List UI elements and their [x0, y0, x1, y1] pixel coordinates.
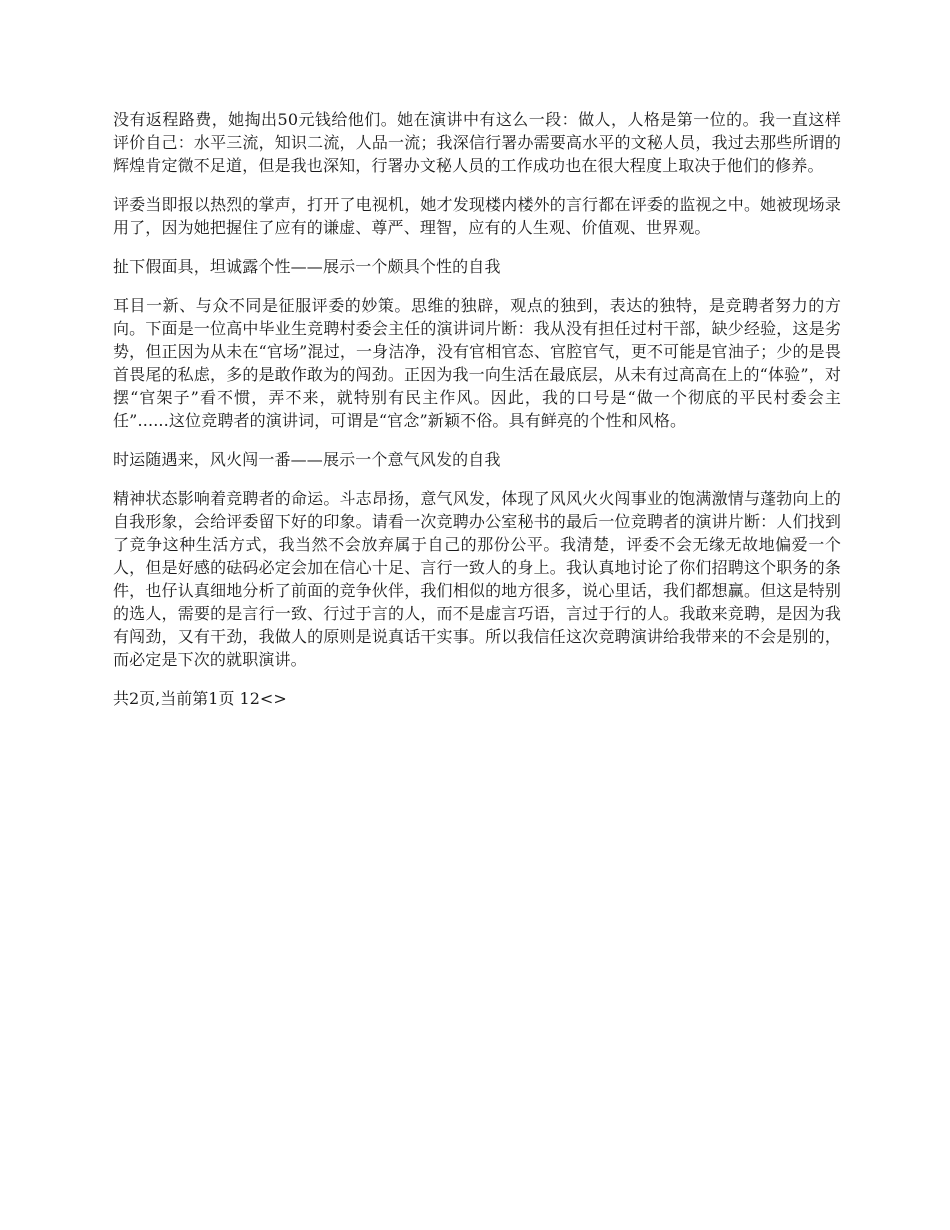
- page-link-2[interactable]: 2: [249, 689, 260, 708]
- next-page-link[interactable]: >: [273, 689, 287, 708]
- pagination: [113, 687, 841, 710]
- paragraph: 评委当即报以热烈的掌声，打开了电视机，她才发现楼内楼外的言行都在评委的监视之中。她被现场录用了，因为她把握住了应有的谦虚、尊严、理智，应有的人生观、价值观、世界观。: [113, 195, 841, 237]
- paragraph: 没有返程路费，她掏出50元钱给他们。她在演讲中有这么一段：做人，人格是第一位的。我一直这样评价自己：水平三流，知识二流，人品一流；我深信行署办需要高水平的文秘人员，我过去那些所谓的辉煌肯定微不足道，但是我也深知，行署办文秘人员的工作成功也在很大程度上取决于他们的修养。: [113, 110, 841, 175]
- document-page: [113, 108, 841, 710]
- paragraph: 精神状态影响着竞聘者的命运。斗志昂扬，意气风发，体现了风风火火闯事业的饱满激情与蓬勃向上的自我形象，会给评委留下好的印象。请看一次竞聘办公室秘书的最后一位竞聘者的演讲片断：人们找到了竞争这种生活方式，我当然不会放弃属于自己的那份公平。我清楚，评委不会无缘无故地偏爱一个人，但是好感的砝码必定会加在信心十足、言行一致人的身上。我认真地讨论了你们招聘这个职务的条件，也仔认真细地分析了前面的竞争伙伴，我们相似的地方很多，说心里话，我们都想赢。但这是特别的选人，需要的是言行一致、行过于言的人，而不是虚言巧语，言过于行的人。我敢来竞聘，是因为我有闯劲，又有干劲，我做人的原则是说真话干实事。所以我信任这次竞聘演讲给我带来的不会是别的，而必定是下次的就职演讲。: [113, 489, 841, 669]
- section-heading: 时运随遇来，风火闯一番——展示一个意气风发的自我: [113, 450, 501, 469]
- paragraph: 耳目一新、与众不同是征服评委的妙策。思维的独辟，观点的独到，表达的独特，是竞聘者努力的方向。下面是一位高中毕业生竞聘村委会主任的演讲词片断：我从没有担任过村干部，缺少经验，这是劣势，但正因为从未在“官场”混过，一身洁净，没有官相官态、官腔官气，更不可能是官油子；少的是畏首畏尾的私虑，多的是敢作敢为的闯劲。正因为我一向生活在最底层，从未有过高高在上的“体验”，对摆“官架子”看不惯，弄不来，就特别有民主作风。因此，我的口号是“做一个彻底的平民村委会主任”......这位竞聘者的演讲词，可谓是“官念”新颖不俗。具有鲜亮的个性和风格。: [113, 296, 841, 430]
- page-link-1[interactable]: 1: [239, 689, 250, 708]
- pagination-summary: 共2页,当前第1页: [113, 689, 235, 708]
- section-heading: 扯下假面具，坦诚露个性——展示一个颇具个性的自我: [113, 257, 501, 276]
- prev-page-link[interactable]: <: [259, 689, 274, 708]
